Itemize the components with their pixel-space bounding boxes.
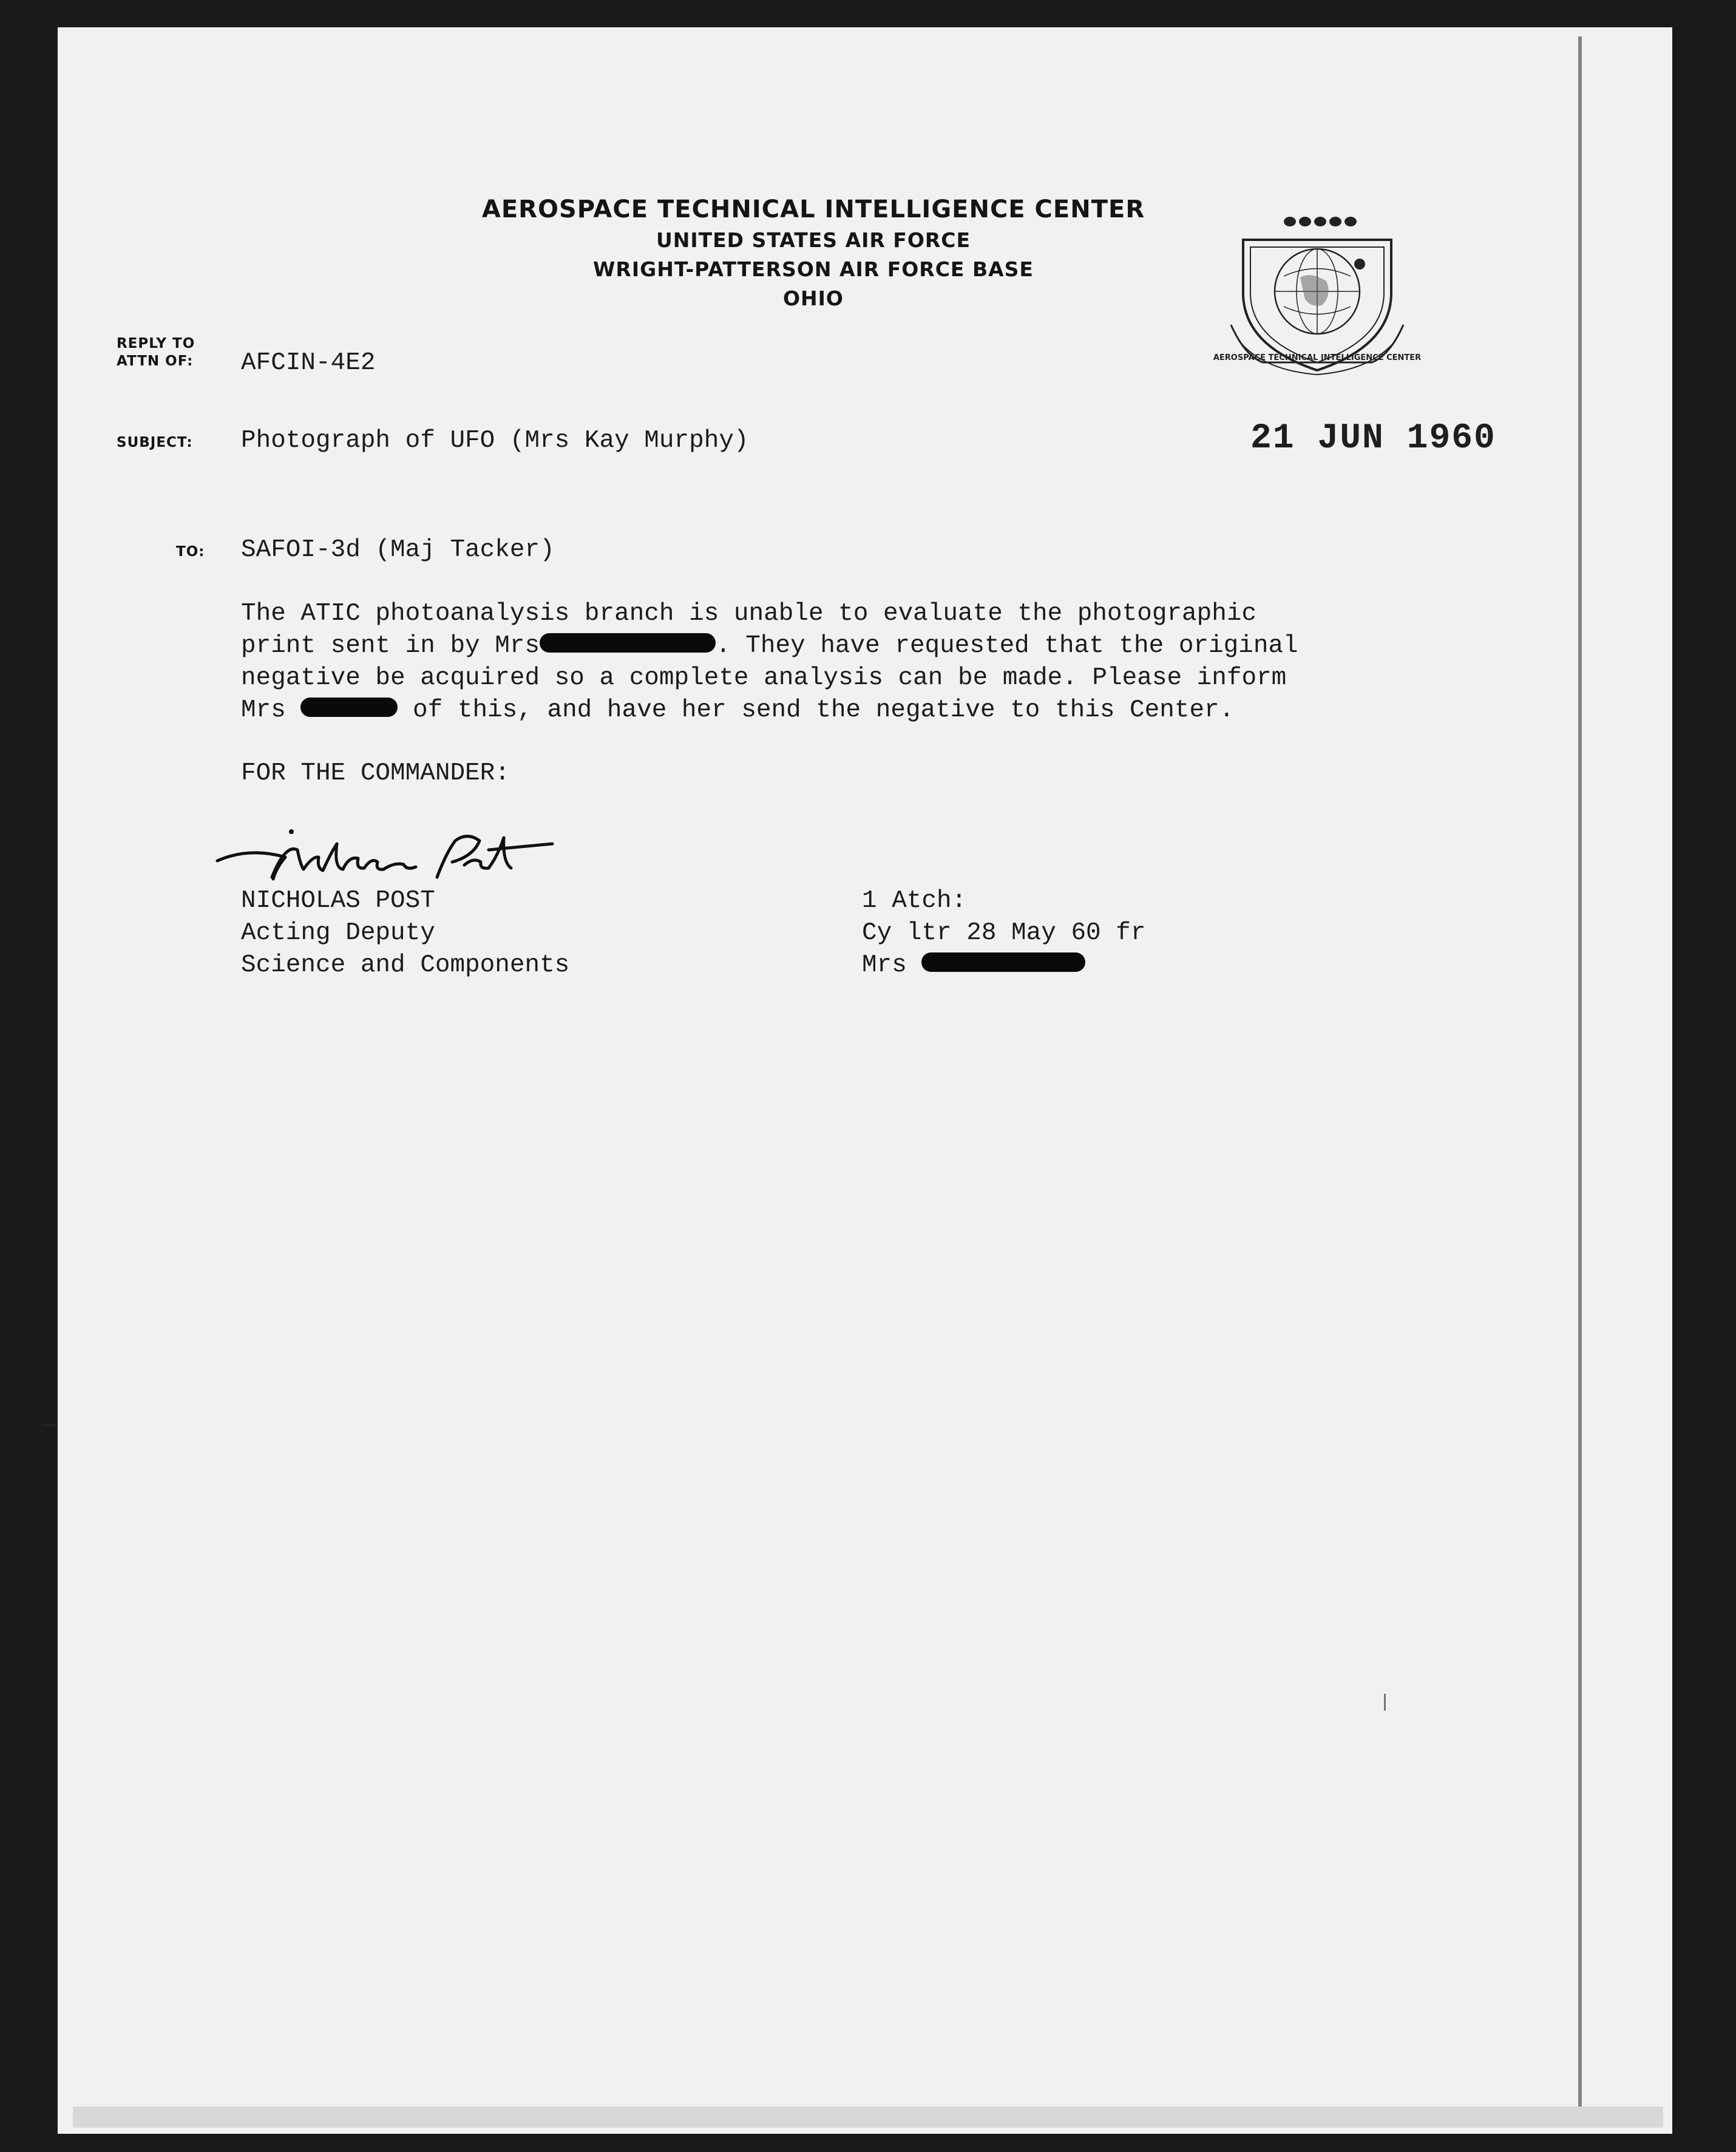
- attachment-line-3-text: Mrs: [862, 951, 907, 979]
- letterhead-line-3: WRIGHT-PATTERSON AIR FORCE BASE: [593, 257, 1034, 281]
- signatory-title-1: Acting Deputy: [241, 919, 435, 947]
- signatory-title-2: Science and Components: [241, 951, 570, 979]
- signatory-name: NICHOLAS POST: [241, 887, 435, 915]
- body-line-3: negative be acquired so a complete analysis can be made. Please inform: [241, 664, 1287, 692]
- letter-body: [241, 598, 1298, 727]
- signatory-block: [241, 885, 569, 982]
- page-bottom-edge: [73, 2106, 1663, 2128]
- scan-mark: [42, 1424, 56, 1426]
- body-line-1: The ATIC photoanalysis branch is unable to evaluate the photographic: [241, 600, 1257, 628]
- letterhead-line-2: UNITED STATES AIR FORCE: [656, 228, 971, 252]
- attachment-line-2: Cy ltr 28 May 60 fr: [862, 919, 1146, 947]
- to-value: SAFOI-3d (Maj Tacker): [241, 536, 555, 564]
- subject-value: Photograph of UFO (Mrs Kay Murphy): [241, 427, 749, 455]
- closing-line: FOR THE COMMANDER:: [241, 759, 510, 787]
- attachment-line-1: 1 Atch:: [862, 887, 967, 915]
- attachment-block: [862, 885, 1145, 982]
- intelligence-center-seal-icon: [1213, 203, 1422, 379]
- seal-text: AEROSPACE TECHNICAL INTELLIGENCE CENTER: [1213, 353, 1422, 362]
- subject-label: SUBJECT:: [117, 435, 193, 450]
- letter-page: [58, 27, 1672, 2134]
- signature-icon: [212, 820, 601, 886]
- body-line-4: [241, 694, 1298, 727]
- scan-mark: [1384, 1694, 1386, 1711]
- reply-to-label: [117, 335, 195, 370]
- body-line-2-end: . They have requested that the original: [716, 632, 1298, 660]
- reply-to-label-line-1: REPLY TO: [117, 336, 195, 351]
- to-label: TO:: [176, 544, 205, 560]
- reply-to-value: AFCIN-4E2: [241, 349, 376, 377]
- body-line-4-start: Mrs: [241, 696, 286, 724]
- redaction-mark: [540, 633, 716, 653]
- reply-to-label-line-2: ATTN OF:: [117, 353, 194, 369]
- redaction-mark: [921, 952, 1085, 972]
- letterhead-line-4: OHIO: [782, 287, 844, 310]
- attachment-line-3: [862, 949, 1145, 982]
- date-stamp: 21 JUN 1960: [1250, 419, 1496, 458]
- page-edge-shadow: [1578, 36, 1582, 2113]
- body-line-2-start: print sent in by Mrs: [241, 632, 540, 660]
- body-line-2: [241, 630, 1298, 662]
- letterhead-line-1: AEROSPACE TECHNICAL INTELLIGENCE CENTER: [481, 195, 1145, 223]
- body-line-4-end: of this, and have her send the negative to this Center.: [413, 696, 1235, 724]
- redaction-mark: [300, 698, 398, 717]
